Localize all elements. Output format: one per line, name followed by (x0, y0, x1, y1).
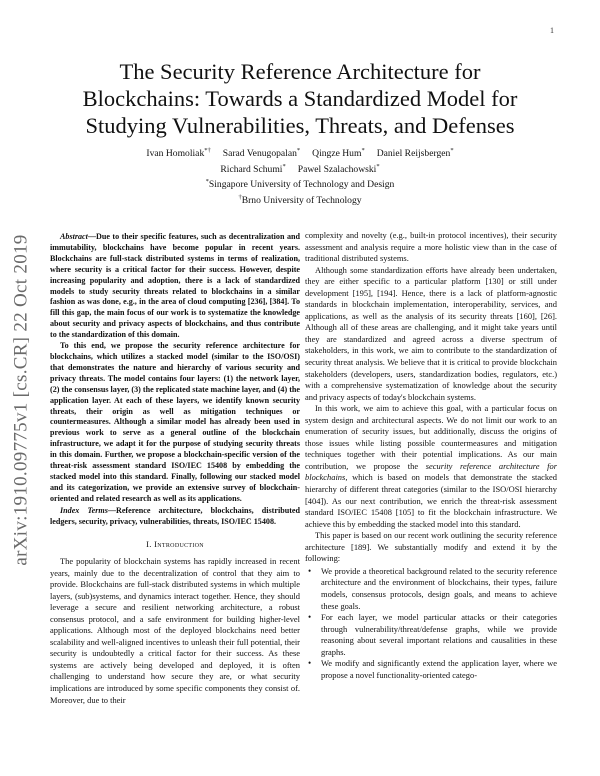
list-item (305, 566, 557, 612)
emphasized-term: security reference architecture for blockchains (305, 460, 557, 483)
affiliation-name: Brno University of Technology (241, 195, 362, 207)
author-name: Ivan Homoliak (146, 148, 205, 160)
bullet-icon: • (308, 565, 312, 576)
index-terms-dash: — (107, 505, 116, 515)
list-item-text: We provide a theoretical background related to the security reference architecture and the environment of blockchains, their types, failure models, consensus protocols, design goals, and means to achieve these goals. (321, 565, 557, 611)
author-name: Daniel Reijsbergen (376, 148, 451, 160)
abstract-paragraph (50, 232, 300, 341)
abstract-dash: — (87, 232, 96, 241)
index-terms-label: Index Terms (60, 505, 108, 515)
page-number: 1 (550, 26, 554, 35)
author-line (52, 145, 548, 161)
body-text: In this work, we aim to achieve this goal, with a particular focus on system design and architectural aspects. We do not limit our work to an enumeration of security issues, but additionally, discuss the origins of those issues while listing possible countermeasures and mitigation techniques together with their potential implications. As our main contribution, we propose the (305, 403, 557, 471)
author-mark: * (282, 162, 286, 170)
bullet-icon: • (308, 612, 312, 623)
affiliation (52, 192, 548, 208)
body-text: , which is based on models that demonstrate the stacked hierarchy of different threat categories (similar to the ISO/OSI hierarchy [404]). As our next contribution, we enrich the threat-risk assessment standard ISO/IEC 15408 [105] to fit the blockchain infrastructure. We achieve this by embedding the stacked model into this standard. (305, 472, 557, 529)
affiliation-mark: † (238, 194, 242, 202)
author-name: Sarad Venugopalan (222, 148, 297, 160)
affiliation-name: Singapore University of Technology and Design (208, 179, 395, 191)
right-column (305, 230, 557, 681)
arxiv-side-stamp (4, 200, 40, 600)
abstract-paragraph: To this end, we propose the security reference architecture for blockchains, which utilizes a stacked model (similar to the ISO/OSI) that demonstrates the nature and hierarchy of various security and privacy threats. The model contains four layers: (1) the network layer, (2) the consensus layer, (3) the replicated state machine layer, and (4) the application layer. At each of these layers, we identify known security threats, their origin as well as mitigation techniques or countermeasures. Although a similar model has already been used in previous work to serve as a general outline of the blockchain infrastructure, we adapt it for the purpose of studying security threats in this domain. Further, we propose a blockchain-specific version of the threat-risk assessment standard ISO/IEC 15408 by embedding the stacked model into this standard. Finally, following our stacked model and its categorization, we provide an extensive survey of blockchain-oriented and related research as well as its applications. (50, 341, 300, 503)
list-item (305, 612, 557, 658)
list-item-text: We modify and significantly extend the application layer, where we propose a novel functionality-oriented catego- (321, 658, 557, 680)
abstract-text: Due to their specific features, such as decentralization and immutability, blockchains have become popular in recent years. Blockchains are full-stack distributed systems in terms of realization, where security is a critical factor for their success. However, despite increasing popularity and adoption, there is a lack of standardized models to study security threats related to blockchains in a similar fashion as was done, e.g., in the area of cloud computing [236], [384]. To fill this gap, the main focus of our work is to systematize the knowledge about security and privacy aspects of blockchains, and thus contribute to the standardization of this domain. (50, 232, 300, 340)
body-paragraph: complexity and novelty (e.g., built-in protocol incentives), their security assessment and analysis require a more holistic view than in the case of traditional distributed systems. (305, 230, 557, 264)
paper-title (52, 58, 548, 139)
left-column (50, 232, 300, 706)
affiliation-mark: * (205, 178, 209, 186)
list-item-text: For each layer, we model particular attacks or their categories through vulnerability/threat/defense graphs, while we provide reasoning about several important relations and causalities in these graphs. (321, 612, 557, 657)
author-mark: * (450, 147, 454, 154)
author-block (52, 145, 548, 208)
author-line (52, 161, 548, 177)
contribution-list (305, 566, 557, 681)
author-mark: * (296, 147, 301, 154)
body-paragraph (305, 403, 557, 530)
author-mark: * (376, 162, 380, 170)
body-paragraph: The popularity of blockchain systems has rapidly increased in recent years, mainly due to the decentralization of control that they aim to provide. Blockchains are full-stack distributed systems in which multiple layers, (sub)systems, and dynamics interact together. Hence, they should leverage a secure and resilient networking architecture, a robust consensus protocol, and a safe environment for building higher-level applications. Although most of the deployed blockchains need better scalability and well-aligned incentives to unleash their full potential, their security is undoubtedly a critical factor for their success. As these systems are actively being developed and deployed, it is often challenging to understand how secure they are, or what security implications are introduced by some specific components they consist of. Moreover, due to their (50, 556, 300, 705)
bullet-icon: • (308, 658, 312, 669)
section-heading-introduction: I. Introduction (146, 539, 204, 550)
list-item (305, 658, 557, 681)
index-terms (50, 506, 300, 528)
title-line: Studying Vulnerabilities, Threats, and Defenses (85, 113, 515, 138)
abstract-label: Abstract (60, 232, 88, 241)
body-paragraph: Although some standardization efforts have already been undertaken, they are either specific to a particular platform [130] or still under development [195], [194]. Hence, there is a lack of platform-agnostic standards in blockchain implementation, interoperability, services, and applications, as well as the analysis of its security threats [160], [26]. Although all of these areas are challenging, and it might take years until they are standardized and agreed across a diverse spectrum of stakeholders, in this work, we aim to contribute to the standardization of security threat analysis. We believe that it is critical to provide blockchain stakeholders (developers, users, standardization bodies, regulators, etc.) with a comprehensive systematization of knowledge about the security and privacy aspects of today's blockchain systems. (305, 264, 557, 402)
author-mark: *† (204, 147, 211, 154)
author-mark: * (361, 147, 365, 154)
affiliation (52, 176, 548, 192)
author-name: Qingze Hum (312, 148, 362, 160)
author-name: Richard Schumi (220, 163, 283, 175)
arxiv-identifier: arXiv:1910.09775v1 [cs.CR] 22 Oct 2019 (11, 234, 33, 566)
author-name: Pawel Szalachowski (297, 163, 377, 175)
index-terms-text: Reference architecture, blockchains, distributed ledgers, security, privacy, vulnerabilities, threats, ISO/IEC 15408. (50, 505, 300, 526)
title-line: The Security Reference Architecture for (119, 59, 481, 84)
body-paragraph: This paper is based on our recent work outlining the security reference architecture [189]. We substantially modify and extend it by the following: (305, 530, 557, 564)
title-line: Blockchains: Towards a Standardized Model for (82, 86, 518, 111)
paper-header (52, 48, 548, 208)
